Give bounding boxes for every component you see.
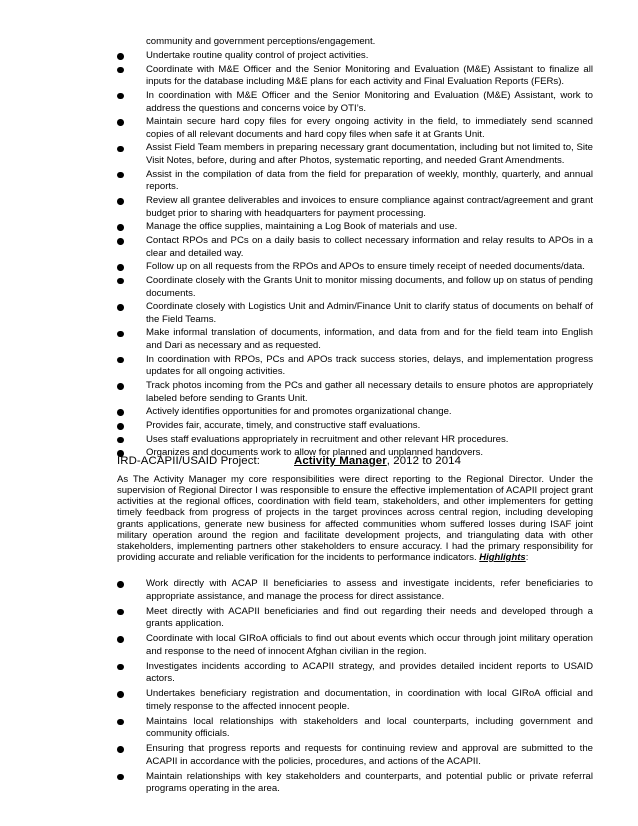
list-item-text: In coordination with RPOs, PCs and APOs track success stories, delays, and implementation progress updates for all ongoing activities. bbox=[146, 353, 593, 378]
bullet-icon bbox=[117, 198, 124, 205]
list-item-text: Maintain relationships with key stakeholders and counterparts, and potential public or private referral programs operating in the area. bbox=[146, 770, 593, 795]
duty-item bbox=[0, 195, 638, 220]
list-item-text: Ensuring that progress reports and requests for continuing review and approval are submitted to the ACAPII in accordance with the policies, procedures, and actions of the ACAPII. bbox=[146, 743, 593, 767]
list-item-text: Maintains local relationships with stakeholders and local counterparts, including government and community officials. bbox=[146, 715, 593, 740]
duty-item bbox=[0, 327, 638, 352]
bullet-icon bbox=[117, 224, 124, 231]
duty-item bbox=[0, 406, 638, 419]
list-item-text: Work directly with ACAP II beneficiaries to assess and investigate incidents, refer beneficiaries to appropriate assistance, and manage the process for direct assistance. bbox=[146, 578, 593, 602]
duty-item bbox=[0, 301, 638, 326]
list-item-text: Undertake routine quality control of project activities. bbox=[146, 50, 369, 61]
list-item-text: Actively identifies opportunities for and promotes organizational change. bbox=[146, 406, 452, 418]
bullet-icon bbox=[117, 746, 124, 753]
project-dates: , 2012 to 2014 bbox=[386, 455, 462, 467]
duties-list bbox=[0, 50, 638, 461]
highlight-item bbox=[0, 633, 638, 658]
duty-item bbox=[0, 169, 638, 194]
list-item-text: Investigates incidents according to ACAPII strategy, and provides detailed incident reports to USAID actors. bbox=[146, 660, 593, 685]
bullet-icon bbox=[117, 636, 124, 643]
project-organization: IRD-ACAPII/USAID Project: bbox=[117, 455, 261, 467]
highlight-item bbox=[0, 771, 638, 796]
continuation-line: community and government perceptions/engagement. bbox=[146, 36, 376, 47]
highlight-item bbox=[0, 606, 638, 631]
bullet-icon bbox=[117, 423, 124, 430]
bullet-icon bbox=[117, 357, 124, 364]
list-item-text: Review all grantee deliverables and invoices to ensure compliance against contract/agreement and grant budget prior to sharing with headquarters for payment processing. bbox=[146, 195, 593, 219]
project-summary bbox=[117, 474, 593, 563]
bullet-icon bbox=[117, 119, 124, 126]
bullet-icon bbox=[117, 53, 124, 60]
list-item-text: Organizes and documents work to allow for planned and unplanned handovers. bbox=[146, 447, 484, 459]
highlight-item bbox=[0, 688, 638, 713]
highlight-item bbox=[0, 661, 638, 686]
bullet-icon bbox=[117, 304, 124, 311]
list-item-text: Provides fair, accurate, timely, and constructive staff evaluations. bbox=[146, 419, 421, 431]
duty-item bbox=[0, 354, 638, 379]
list-item-text: Coordinate closely with the Grants Unit to monitor missing documents, and follow up on status of pending documents. bbox=[146, 274, 593, 299]
project-heading bbox=[117, 455, 597, 467]
list-item-text: Uses staff evaluations appropriately in recruitment and other relevant HR procedures. bbox=[146, 433, 509, 445]
bullet-icon bbox=[117, 383, 124, 390]
duty-item bbox=[0, 380, 638, 405]
highlights-colon: : bbox=[525, 552, 529, 564]
bullet-icon bbox=[117, 93, 124, 100]
list-item-text: Undertakes beneficiary registration and documentation, in coordination with local GIRoA official and timely response to the affected innocent people. bbox=[146, 688, 593, 712]
bullet-icon bbox=[117, 691, 124, 698]
highlights-label: Highlights bbox=[479, 552, 526, 564]
bullet-icon bbox=[117, 146, 124, 153]
bullet-icon bbox=[117, 664, 124, 671]
bullet-icon bbox=[117, 331, 124, 338]
duty-item bbox=[0, 261, 638, 274]
list-item-text: Coordinate with M&E Officer and the Senior Monitoring and Evaluation (M&E) Assistant to finalize all inputs for the database including M&E plans for each activity and Final Evaluation Reports (FERs). bbox=[146, 63, 593, 88]
list-item-text: Manage the office supplies, maintaining a Log Book of materials and use. bbox=[146, 221, 458, 233]
duty-item bbox=[0, 221, 638, 234]
bullet-icon bbox=[117, 67, 124, 74]
list-item-text: Coordinate with local GIRoA officials to find out about events which occur through joint military operation and response to the need of innocent Afghan civilian in the region. bbox=[146, 633, 593, 657]
project-role: Activity Manager bbox=[294, 455, 387, 467]
bullet-icon bbox=[117, 719, 124, 726]
list-item-text: Coordinate closely with Logistics Unit and Admin/Finance Unit to clarify status of documents on behalf of the Field Teams. bbox=[146, 301, 593, 325]
bullet-icon bbox=[117, 264, 124, 271]
highlight-item bbox=[0, 716, 638, 741]
bullet-icon bbox=[117, 774, 124, 781]
list-item-text: Assist in the compilation of data from the field for preparation of weekly, monthly, quarterly, and annual reports. bbox=[146, 168, 593, 193]
bullet-icon bbox=[117, 581, 124, 588]
duty-item bbox=[0, 420, 638, 433]
duty-item bbox=[0, 50, 638, 63]
list-item-text: Maintain secure hard copy files for every ongoing activity in the field, to immediately send scanned copies of all relevant documents and hard copy files when safe it at Grants Unit. bbox=[146, 116, 593, 140]
bullet-icon bbox=[117, 609, 124, 616]
bullet-icon bbox=[117, 238, 124, 245]
bullet-icon bbox=[117, 437, 124, 444]
duty-item bbox=[0, 142, 638, 167]
duty-item bbox=[0, 235, 638, 260]
list-item-text: Follow up on all requests from the RPOs and APOs to ensure timely receipt of needed documents/data. bbox=[146, 261, 585, 273]
highlight-item bbox=[0, 743, 638, 768]
list-item-text: Meet directly with ACAPII beneficiaries and find out regarding their needs and developed through a grants application. bbox=[146, 605, 593, 630]
duty-item bbox=[0, 64, 638, 89]
list-item-text: In coordination with M&E Officer and the Senior Monitoring and Evaluation (M&E) Assistant, work to address the questions and concerns voice by OTI’s. bbox=[146, 89, 593, 114]
highlight-item bbox=[0, 578, 638, 603]
duty-item bbox=[0, 90, 638, 115]
list-item-text: Track photos incoming from the PCs and gather all necessary details to ensure photos are appropriately labeled before sending to Grants Unit. bbox=[146, 380, 593, 404]
project-summary-text: As The Activity Manager my core responsibilities were direct reporting to the Regional Director. Under the supervision of Regional Director I was responsible to ensure the effective implementation of ACAPII project grant activities at the regional offices, coordination with field team, stakeholders, and other implementers for getting timely feedback from progress of projects in the target provinces across central region, including developing grants applications, generate new business for affected communities whom suffered losses during ISAF joint military operation around the region and facilitate development projects, and triangulating data with other stakeholders, implementing partners other stakeholders to ensure accuracy. I had the primary responsibility for providing accurate and reliable verification for the incidents to performance indicators. bbox=[117, 474, 593, 564]
duty-item bbox=[0, 434, 638, 447]
bullet-icon bbox=[117, 172, 124, 179]
list-item-text: Assist Field Team members in preparing necessary grant documentation, including but not limited to, Site Visit Notes, before, during and after Photos, systematic reporting, and needed Grant Amendments. bbox=[146, 142, 593, 167]
bullet-icon bbox=[117, 278, 124, 285]
list-item-text: Make informal translation of documents, information, and data from and for the field team into English and Dari as necessary and as requested. bbox=[146, 327, 593, 352]
duty-item bbox=[0, 275, 638, 300]
bullet-icon bbox=[117, 409, 124, 416]
duty-item bbox=[0, 116, 638, 141]
highlights-list bbox=[0, 578, 638, 798]
list-item-text: Contact RPOs and PCs on a daily basis to collect necessary information and relay results to APOs in a clear and detailed way. bbox=[146, 234, 593, 259]
